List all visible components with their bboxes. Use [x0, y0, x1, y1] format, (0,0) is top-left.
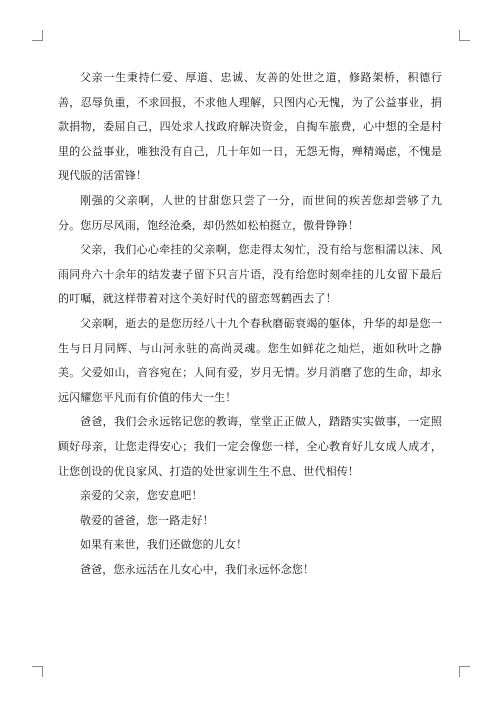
- crop-mark-bottom-left: [32, 666, 43, 677]
- paragraph-promise: 爸爸，我们会永远铭记您的教诲，堂堂正正做人，踏踏实实做事，一定照顾好母亲，让您走得安心；我们一定会像您一样，全心教育好儿女成人成才，让您创设的优良家风、打造的处世家训生生不息、世代相传！: [58, 415, 442, 478]
- paragraph-remembrance: 爸爸，您永远活在儿女心中，我们永远怀念您！: [80, 562, 315, 576]
- paragraph-departure: 父亲，我们心心牵挂的父亲啊，您走得太匆忙，没有给与您相濡以沫、风雨同舟六十余年的结发妻子留下只言片语，没有给您时刻牵挂的儿女留下最后的叮嘱，就这样带着对这个美好时代的留恋驾鹤西去了！: [58, 243, 442, 306]
- crop-mark-bottom-right: [459, 666, 470, 677]
- paragraph-farewell: 敬爱的爸爸，您一路走好！: [80, 513, 214, 527]
- paragraph-rest-in-peace: 亲爱的父亲，您安息吧！: [80, 489, 203, 503]
- paragraph-virtues: 父亲一生秉持仁爱、厚道、忠诚、友善的处世之道，修路架桥，积德行善，忍辱负重，不求回报，不求他人理解，只图内心无愧，为了公益事业，捐款捐物，委屈自己，四处求人找政府解决资金，自掏车旅费，心中想的全是村里的公益事业，唯独没有自己，几十年如一日，无怨无悔，殚精竭虑，不愧是现代版的活雷锋！: [58, 71, 442, 183]
- crop-mark-top-left: [32, 30, 43, 41]
- paragraph-next-life: 如果有来世，我们还做您的儿女！: [80, 538, 248, 552]
- paragraph-soul: 父亲啊，逝去的是您历经八十九个春秋磨砺衰竭的躯体，升华的却是您一生与日月同辉、与山河永驻的高尚灵魂。您生如鲜花之灿烂，逝如秋叶之静美。父爱如山，音容宛在；人间有爱，岁月无情。岁月消磨了您的生命，却永远闪耀您平凡而有价值的伟大一生！: [58, 316, 442, 404]
- crop-mark-top-right: [459, 30, 470, 41]
- document-body: [58, 66, 442, 582]
- paragraph-hardship: 刚强的父亲啊，人世的甘甜您只尝了一分，而世间的疾苦您却尝够了九分。您历尽风雨，饱经沧桑，却仍然如松柏挺立，傲骨铮铮！: [58, 193, 442, 232]
